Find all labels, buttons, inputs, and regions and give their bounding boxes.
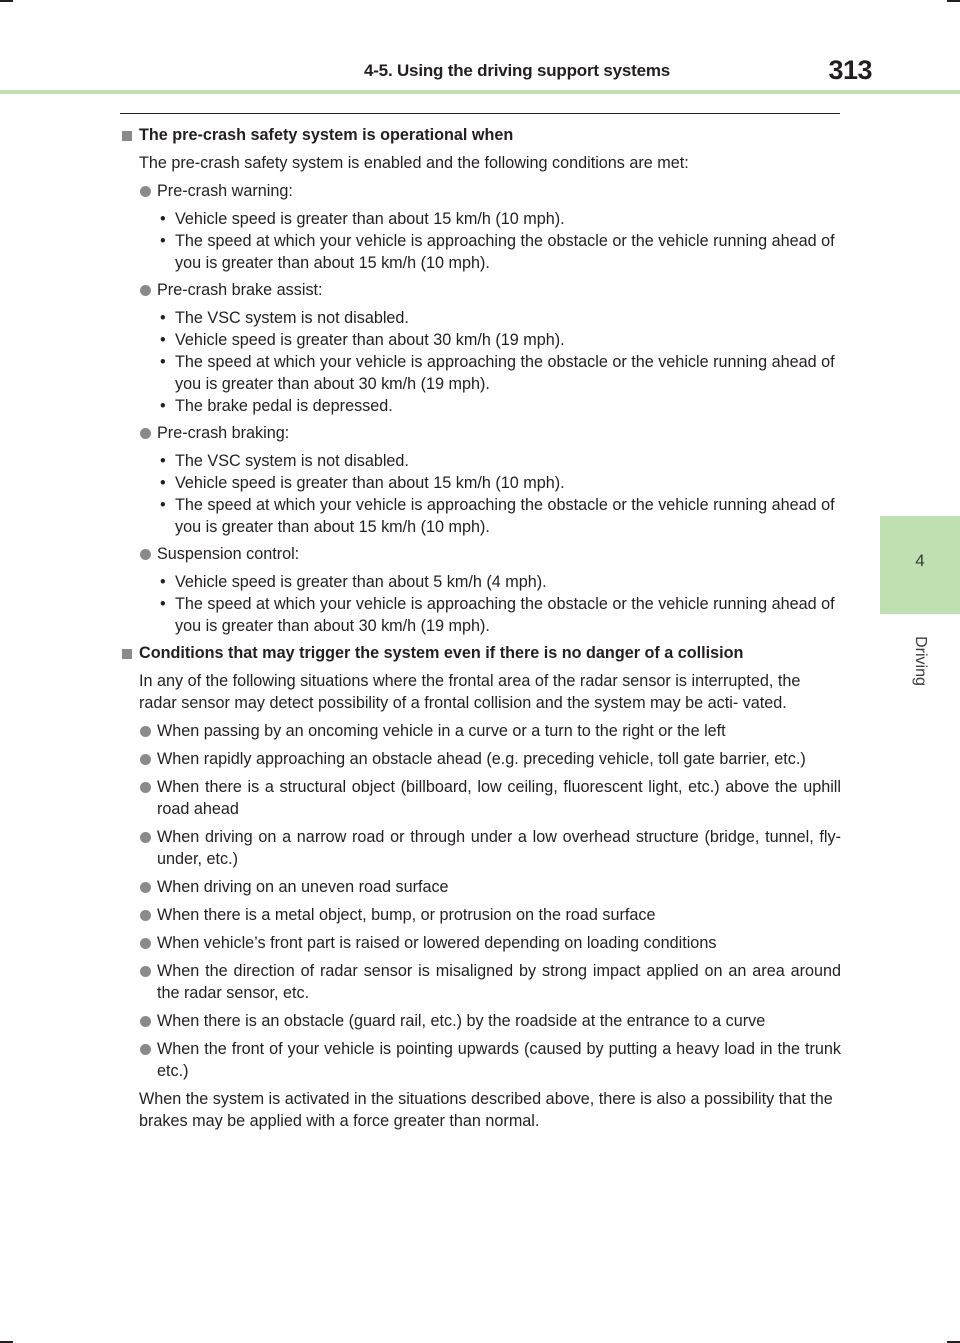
section-title: 4-5. Using the driving support systems [363, 61, 670, 80]
section-heading [121, 124, 841, 146]
list-item [121, 826, 841, 870]
sub-list-item [121, 329, 841, 351]
list-item-text: When there is an obstacle (guard rail, etc.) by the roadside at the entrance to a curve [157, 1012, 766, 1030]
circle-bullet-icon [140, 938, 151, 949]
sub-list-item [121, 593, 841, 637]
sub-list-item [121, 395, 841, 417]
page-header [0, 0, 880, 96]
list-item [121, 422, 841, 444]
list-item [121, 748, 841, 770]
dot-marker-icon: • [160, 452, 166, 470]
list-item-text: When driving on an uneven road surface [157, 878, 449, 896]
header-rule [0, 90, 960, 94]
sub-list-item [121, 351, 841, 395]
sub-list-item-text: The speed at which your vehicle is approaching the obstacle or the vehicle running ahead of you is greater than about 15 km/h (10 mph). [175, 232, 835, 272]
list-item [121, 960, 841, 1004]
list-item-text: Pre-crash warning: [157, 182, 293, 200]
list-item [121, 1038, 841, 1082]
sub-list-item-text: Vehicle speed is greater than about 15 km/h (10 mph). [175, 210, 565, 228]
circle-bullet-icon [140, 910, 151, 921]
circle-bullet-icon [140, 966, 151, 977]
list-item [121, 279, 841, 301]
sub-list-item [121, 472, 841, 494]
sub-list-item-text: Vehicle speed is greater than about 30 km/h (19 mph). [175, 331, 565, 349]
sub-list-item-text: The brake pedal is depressed. [175, 397, 393, 415]
circle-bullet-icon [140, 428, 151, 439]
circle-bullet-icon [140, 549, 151, 560]
dot-marker-icon: • [160, 573, 166, 591]
sub-list-item-text: The speed at which your vehicle is approaching the obstacle or the vehicle running ahead of you is greater than about 30 km/h (19 mph). [175, 353, 835, 393]
sub-list-item-text: The speed at which your vehicle is approaching the obstacle or the vehicle running ahead of you is greater than about 15 km/h (10 mph). [175, 496, 835, 536]
circle-bullet-icon [140, 186, 151, 197]
list-item [121, 720, 841, 742]
list-item-text: When there is a structural object (billboard, low ceiling, fluorescent light, etc.) above the uphill road ahead [157, 778, 841, 818]
section-heading-text: The pre-crash safety system is operational when [139, 126, 514, 144]
dot-marker-icon: • [160, 496, 166, 514]
list-item [121, 876, 841, 898]
dot-marker-icon: • [160, 397, 166, 415]
page-content [121, 124, 841, 1138]
list-item [121, 776, 841, 820]
dot-marker-icon: • [160, 232, 166, 250]
sub-list-item [121, 230, 841, 274]
circle-bullet-icon [140, 754, 151, 765]
dot-marker-icon: • [160, 353, 166, 371]
list-item-text: Pre-crash braking: [157, 424, 290, 442]
chapter-number: 4 [915, 551, 925, 570]
list-item [121, 1010, 841, 1032]
list-item-text: Pre-crash brake assist: [157, 281, 323, 299]
content-rule [120, 113, 840, 114]
sub-list-item-text: Vehicle speed is greater than about 5 km/h (4 mph). [175, 573, 547, 591]
sub-list [121, 208, 841, 274]
dot-marker-icon: • [160, 331, 166, 349]
list-item-text: When rapidly approaching an obstacle ahead (e.g. preceding vehicle, toll gate barrier, etc.) [157, 750, 806, 768]
circle-bullet-icon [140, 882, 151, 893]
sub-list-item [121, 450, 841, 472]
sub-list-item [121, 208, 841, 230]
circle-bullet-icon [140, 285, 151, 296]
list-item-text: When the direction of radar sensor is misaligned by strong impact applied on an area around the radar sensor, etc. [157, 962, 841, 1002]
chapter-label: Driving [912, 636, 929, 686]
circle-bullet-icon [140, 1016, 151, 1027]
square-bullet-icon [122, 131, 132, 141]
sub-list [121, 450, 841, 538]
list-item [121, 180, 841, 202]
circle-bullet-icon [140, 832, 151, 843]
square-bullet-icon [122, 649, 132, 659]
sub-list-item-text: The VSC system is not disabled. [175, 452, 409, 470]
section-intro: The pre-crash safety system is enabled and the following conditions are met: [139, 154, 689, 172]
dot-marker-icon: • [160, 595, 166, 613]
list-item [121, 904, 841, 926]
list-item-text: When passing by an oncoming vehicle in a curve or a turn to the right or the left [157, 722, 726, 740]
list-item-text: When there is a metal object, bump, or protrusion on the road surface [157, 906, 656, 924]
sub-list-item [121, 494, 841, 538]
sub-list-item [121, 307, 841, 329]
list-item [121, 932, 841, 954]
sub-list [121, 571, 841, 637]
circle-bullet-icon [140, 782, 151, 793]
sub-list-item-text: Vehicle speed is greater than about 15 km/h (10 mph). [175, 474, 565, 492]
list-item [121, 543, 841, 565]
circle-bullet-icon [140, 1044, 151, 1055]
page-number: 313 [828, 55, 872, 85]
sub-list-item-text: The speed at which your vehicle is approaching the obstacle or the vehicle running ahead of you is greater than about 30 km/h (19 mph). [175, 595, 835, 635]
dot-marker-icon: • [160, 210, 166, 228]
list-item-text: When driving on a narrow road or through under a low overhead structure (bridge, tunnel, fly-under, etc.) [157, 828, 841, 868]
section-heading [121, 642, 841, 664]
sub-list-item [121, 571, 841, 593]
section-intro: In any of the following situations where the frontal area of the radar sensor is interrupted, the radar sensor may detect possibility of a frontal collision and the system may be acti- vated. [139, 672, 801, 712]
dot-marker-icon: • [160, 309, 166, 327]
list-item-text: Suspension control: [157, 545, 300, 563]
chapter-side-tab [880, 96, 960, 1343]
dot-marker-icon: • [160, 474, 166, 492]
list-item-text: When the front of your vehicle is pointing upwards (caused by putting a heavy load in the trunk etc.) [157, 1040, 841, 1080]
circle-bullet-icon [140, 726, 151, 737]
list-item-text: When vehicle’s front part is raised or lowered depending on loading conditions [157, 934, 717, 952]
sub-list [121, 307, 841, 417]
section-heading-text: Conditions that may trigger the system even if there is no danger of a collision [139, 644, 744, 662]
section-closing: When the system is activated in the situations described above, there is also a possibility that the brakes may be applied with a force greater than normal. [139, 1090, 833, 1130]
sub-list-item-text: The VSC system is not disabled. [175, 309, 409, 327]
crop-mark-top-right [947, 0, 960, 2]
